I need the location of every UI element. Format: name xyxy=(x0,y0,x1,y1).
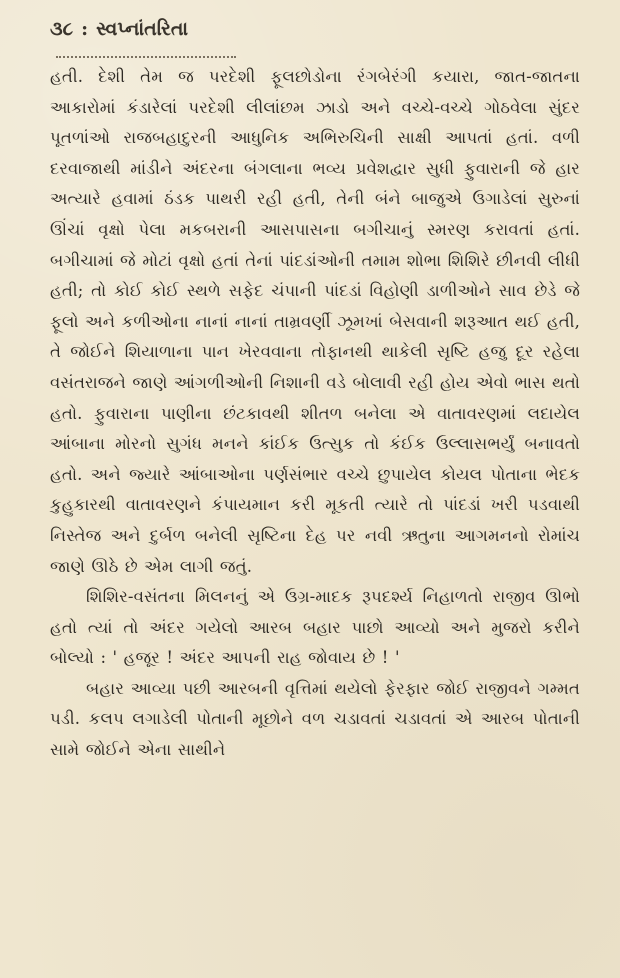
header-underline-rule xyxy=(56,50,236,58)
running-title: સ્વપ્નાંતરિતા xyxy=(96,18,189,40)
paragraph: બહાર આવ્યા પછી આરબની વૃત્તિમાં થયેલો ફેરફાર જોઈ રાજીવને ગમ્મત પડી. કલપ લગાડેલી પોતાની મૂછોને વળ ચડાવતાં ચડાવતાં એ આરબ પોતાની સામે જોઈને એના સાથીને xyxy=(50,678,580,760)
paragraph-continued: હતી. દેશી તેમ જ પરદેશી ફૂલછોડોના રંગબેરંગી કયારા, જાત-જાતના આકારોમાં કંડારેલાં પરદેશી લીલાંછમ ઝાડો અને વચ્ચે-વચ્ચે ગોઠવેલા સુંદર પૂતળાંઓ રાજબહાદુરની આધુનિક અભિરુચિની સાક્ષી આપતાં હતાં. વળી દરવાજાથી માંડીને અંદરના બંગલાના ભવ્ય પ્રવેશદ્વાર સુધી ફુવારાની જે હાર અત્યારે હવામાં ઠંડક પાથરી રહી હતી, તેની બંને બાજુએ ઉગાડેલાં સુરુનાં ઊંચાં વૃક્ષો પેલા મકબરાની આસપાસના બગીચાનું સ્મરણ કરાવતાં હતાં. બગીચામાં જે મોટાં વૃક્ષો હતાં તેનાં પાંદડાંઓની તમામ શોભા શિશિરે છીનવી લીધી હતી; તો કોઈ કોઈ સ્થળે સફેદ ચંપાની પાંદડાં વિહોણી ડાળીઓને સાવ છેડે જે ફૂલો અને કળીઓના નાનાં નાનાં તામ્રવર્ણી ઝૂમખાં બેસવાની શરૂઆત થઈ હતી, તે જોઈને શિયાળાના પાન ખેરવવાના તોફાનથી થાકેલી સૃષ્ટિ હજુ દૂર રહેલા વસંતરાજને જાણે આંગળીઓની નિશાની વડે બોલાવી રહી હોય એવો ભાસ થતો હતો. ફુવારાના પાણીના છંટકાવથી શીતળ બનેલા એ વાતાવરણમાં લદાયેલ આંબાના મોરનો સુગંધ મનને કાંઈક ઉત્સુક તો કંઈક ઉલ્લાસભર્યું બનાવતો હતો. અને જ્યારે આંબાઓના પર્ણસંભાર વચ્ચે છુપાયેલ કોયલ પોતાના ભેદક કુહુકારથી વાતાવરણને કંપાયમાન કરી મૂકતી ત્યારે તો પાંદડાં ખરી પડવાથી નિસ્તેજ અને દુર્બળ બનેલી સૃષ્ટિના દેહ પર નવી ઋતુના આગમનનો રોમાંચ જાણે ઊઠે છે એમ લાગી જતું. xyxy=(50,67,580,576)
paragraph: શિશિર-વસંતના મિલનનું એ ઉગ્ર-માદક રૂપદર્શ્ય નિહાળતો રાજીવ ઊભો હતો ત્યાં તો અંદર ગયેલો આરબ બહાર પાછો આવ્યો અને મુજરો કરીને બોલ્યો : ' હજૂર ! અંદર આપની રાહ જોવાય છે ! ' xyxy=(50,587,580,668)
body-text xyxy=(50,62,580,766)
header-separator: : xyxy=(81,18,89,40)
running-header xyxy=(50,18,580,48)
page-number: ૩૮ xyxy=(50,18,74,40)
